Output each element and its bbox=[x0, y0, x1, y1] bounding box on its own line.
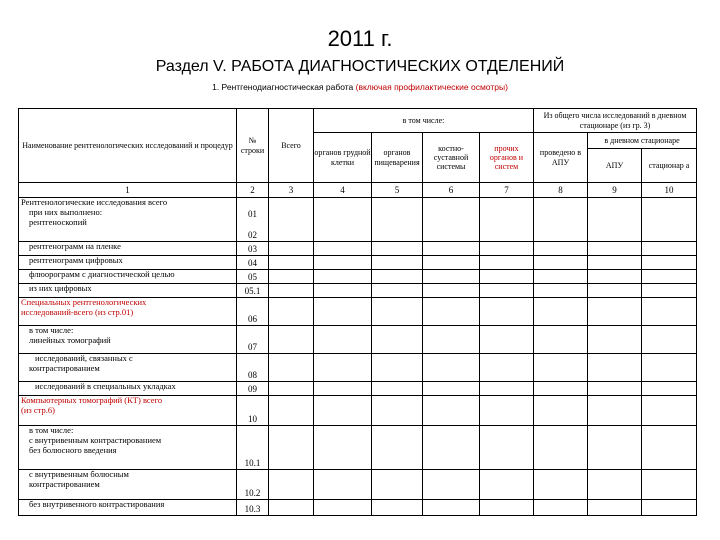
row-code bbox=[237, 198, 269, 242]
data-cell[interactable] bbox=[642, 298, 697, 326]
data-cell[interactable] bbox=[423, 500, 480, 516]
row-code-value: 10.2 bbox=[244, 487, 261, 498]
row-name bbox=[19, 256, 237, 270]
column-number: 8 bbox=[534, 183, 588, 198]
row-code bbox=[237, 242, 269, 256]
data-cell[interactable] bbox=[314, 500, 372, 516]
data-cell[interactable] bbox=[423, 396, 480, 426]
row-code bbox=[237, 326, 269, 354]
data-cell[interactable] bbox=[372, 256, 423, 270]
data-cell[interactable] bbox=[642, 242, 697, 256]
data-cell[interactable] bbox=[534, 426, 588, 470]
data-cell[interactable] bbox=[588, 354, 642, 382]
header-total: Всего bbox=[269, 109, 314, 183]
row-name bbox=[19, 354, 237, 382]
data-cell[interactable] bbox=[588, 396, 642, 426]
table-row bbox=[19, 284, 697, 298]
row-code bbox=[237, 470, 269, 500]
data-cell[interactable] bbox=[423, 326, 480, 354]
data-cell[interactable] bbox=[588, 470, 642, 500]
header-day-hospital-group: Из общего числа исследований в дневном стационаре (из гр. 3) bbox=[534, 109, 697, 133]
row-code bbox=[237, 382, 269, 396]
row-code bbox=[237, 426, 269, 470]
data-cell[interactable] bbox=[269, 382, 314, 396]
data-cell[interactable] bbox=[372, 470, 423, 500]
data-cell[interactable] bbox=[423, 198, 480, 242]
data-cell[interactable] bbox=[480, 284, 534, 298]
row-code bbox=[237, 284, 269, 298]
data-cell[interactable] bbox=[314, 284, 372, 298]
data-cell[interactable] bbox=[269, 396, 314, 426]
data-cell[interactable] bbox=[314, 198, 372, 242]
data-cell[interactable] bbox=[423, 256, 480, 270]
data-cell[interactable] bbox=[642, 256, 697, 270]
row-code-value: 10 bbox=[248, 413, 257, 424]
row-name-line: Специальных рентгенологических bbox=[21, 297, 147, 307]
row-name bbox=[19, 326, 237, 354]
subtitle-note: (включая профилактические осмотры) bbox=[355, 82, 508, 92]
subtitle-main: 1. Рентгенодиагностическая работа bbox=[212, 82, 356, 92]
data-cell[interactable] bbox=[269, 326, 314, 354]
data-cell[interactable] bbox=[372, 354, 423, 382]
row-code-value: 06 bbox=[248, 313, 257, 324]
column-number: 6 bbox=[423, 183, 480, 198]
row-name bbox=[19, 242, 237, 256]
row-name-line: исследований, связанных с bbox=[35, 353, 133, 363]
data-cell[interactable] bbox=[534, 284, 588, 298]
row-name-line: с внутривенным болюсным bbox=[29, 469, 129, 479]
column-number: 9 bbox=[588, 183, 642, 198]
data-cell[interactable] bbox=[314, 354, 372, 382]
table-row bbox=[19, 326, 697, 354]
data-cell[interactable] bbox=[534, 270, 588, 284]
row-name bbox=[19, 470, 237, 500]
data-cell[interactable] bbox=[588, 426, 642, 470]
header-apu: АПУ bbox=[588, 149, 642, 183]
data-cell[interactable] bbox=[642, 326, 697, 354]
column-number: 10 bbox=[642, 183, 697, 198]
section-title: Раздел V. РАБОТА ДИАГНОСТИЧЕСКИХ ОТДЕЛЕНИЙ bbox=[155, 58, 565, 75]
data-cell[interactable] bbox=[534, 256, 588, 270]
data-cell[interactable] bbox=[372, 284, 423, 298]
header-day-hospital: в дневном стационаре bbox=[588, 133, 697, 149]
row-code-value: 02 bbox=[248, 229, 257, 240]
table-row bbox=[19, 500, 697, 516]
row-code-value: 05 bbox=[248, 271, 257, 282]
row-name-line: контрастированием bbox=[29, 362, 100, 373]
data-cell[interactable] bbox=[480, 198, 534, 242]
data-cell[interactable] bbox=[480, 396, 534, 426]
row-name bbox=[19, 270, 237, 284]
table-row bbox=[19, 256, 697, 270]
data-cell[interactable] bbox=[642, 354, 697, 382]
data-cell[interactable] bbox=[480, 470, 534, 500]
data-cell[interactable] bbox=[372, 198, 423, 242]
header-digestive: органов пищеварения bbox=[372, 133, 423, 183]
header-including: в том числе: bbox=[314, 109, 534, 133]
row-code bbox=[237, 270, 269, 284]
data-cell[interactable] bbox=[588, 242, 642, 256]
row-name bbox=[19, 426, 237, 470]
data-cell[interactable] bbox=[534, 242, 588, 256]
table-row bbox=[19, 354, 697, 382]
data-cell[interactable] bbox=[423, 298, 480, 326]
column-number: 7 bbox=[480, 183, 534, 198]
data-cell[interactable] bbox=[372, 382, 423, 396]
data-cell[interactable] bbox=[269, 256, 314, 270]
row-name bbox=[19, 284, 237, 298]
row-code-value: 01 bbox=[248, 209, 257, 220]
row-name-line: контрастированием bbox=[29, 478, 100, 489]
data-cell[interactable] bbox=[372, 242, 423, 256]
table-row bbox=[19, 470, 697, 500]
data-cell[interactable] bbox=[269, 198, 314, 242]
data-cell[interactable] bbox=[480, 326, 534, 354]
data-cell[interactable] bbox=[314, 382, 372, 396]
row-name-line: без внутривенного контрастирования bbox=[29, 499, 165, 509]
data-cell[interactable] bbox=[534, 298, 588, 326]
data-cell[interactable] bbox=[269, 298, 314, 326]
data-cell[interactable] bbox=[480, 298, 534, 326]
row-name-line: флюорограмм с диагностической целью bbox=[29, 269, 175, 279]
data-cell[interactable] bbox=[642, 470, 697, 500]
data-cell[interactable] bbox=[372, 270, 423, 284]
data-cell[interactable] bbox=[269, 270, 314, 284]
table-row bbox=[19, 270, 697, 284]
row-code bbox=[237, 396, 269, 426]
row-name-line: рентгеноскопий bbox=[29, 216, 87, 227]
data-cell[interactable] bbox=[314, 242, 372, 256]
data-cell[interactable] bbox=[588, 298, 642, 326]
row-name-line: Компьютерных томографий (КТ) всего bbox=[21, 395, 163, 405]
row-code bbox=[237, 354, 269, 382]
row-name-line: в том числе: bbox=[29, 325, 74, 335]
data-cell[interactable] bbox=[588, 326, 642, 354]
header-name: Наименование рентгенологических исследований и процедур bbox=[19, 109, 237, 183]
data-cell[interactable] bbox=[423, 284, 480, 298]
subtitle bbox=[0, 82, 720, 92]
data-cell[interactable] bbox=[269, 426, 314, 470]
data-cell[interactable] bbox=[372, 298, 423, 326]
table-row bbox=[19, 298, 697, 326]
data-cell[interactable] bbox=[642, 284, 697, 298]
data-cell[interactable] bbox=[534, 470, 588, 500]
data-cell[interactable] bbox=[314, 256, 372, 270]
header-musculoskeletal: костно-суставной системы bbox=[423, 133, 480, 183]
page-year-title: 2011 г. bbox=[327, 26, 393, 51]
row-code bbox=[237, 256, 269, 270]
data-cell[interactable] bbox=[423, 426, 480, 470]
header-conducted-apu: проведено в АПУ bbox=[534, 133, 588, 183]
row-name-line: с внутривенным контрастированием bbox=[29, 434, 162, 445]
row-name-line: (из стр.6) bbox=[21, 404, 55, 415]
data-cell[interactable] bbox=[314, 396, 372, 426]
data-cell[interactable] bbox=[269, 284, 314, 298]
table-row bbox=[19, 198, 697, 242]
data-cell[interactable] bbox=[314, 470, 372, 500]
row-name bbox=[19, 382, 237, 396]
data-cell[interactable] bbox=[269, 470, 314, 500]
row-code-value: 04 bbox=[248, 257, 257, 268]
data-cell[interactable] bbox=[269, 500, 314, 516]
row-name-line: в том числе: bbox=[29, 425, 74, 435]
data-cell[interactable] bbox=[372, 500, 423, 516]
data-cell[interactable] bbox=[423, 470, 480, 500]
column-number: 5 bbox=[372, 183, 423, 198]
row-code-value: 09 bbox=[248, 383, 257, 394]
data-cell[interactable] bbox=[534, 396, 588, 426]
data-cell[interactable] bbox=[269, 242, 314, 256]
data-cell[interactable] bbox=[269, 354, 314, 382]
data-cell[interactable] bbox=[480, 500, 534, 516]
header-inpatient: стационар а bbox=[642, 149, 697, 183]
data-cell[interactable] bbox=[423, 270, 480, 284]
data-cell[interactable] bbox=[534, 500, 588, 516]
row-name bbox=[19, 198, 237, 242]
row-name-line: рентгенограмм цифровых bbox=[29, 255, 123, 265]
row-name-line: из них цифровых bbox=[29, 283, 92, 293]
data-cell[interactable] bbox=[534, 198, 588, 242]
data-cell[interactable] bbox=[642, 426, 697, 470]
data-cell[interactable] bbox=[642, 500, 697, 516]
data-cell[interactable] bbox=[480, 270, 534, 284]
data-cell[interactable] bbox=[372, 396, 423, 426]
data-cell[interactable] bbox=[588, 270, 642, 284]
data-cell[interactable] bbox=[534, 354, 588, 382]
row-code-value: 07 bbox=[248, 341, 257, 352]
data-cell[interactable] bbox=[423, 382, 480, 396]
row-name-line: при них выполнено: bbox=[29, 206, 103, 217]
row-code-value: 05.1 bbox=[244, 285, 261, 296]
radiology-form-table bbox=[18, 108, 697, 516]
data-cell[interactable] bbox=[314, 298, 372, 326]
table-row bbox=[19, 382, 697, 396]
data-cell[interactable] bbox=[372, 326, 423, 354]
data-cell[interactable] bbox=[480, 256, 534, 270]
table-row bbox=[19, 242, 697, 256]
row-name bbox=[19, 500, 237, 516]
header-other-organs: прочих органов и систем bbox=[480, 133, 534, 183]
row-code-value: 08 bbox=[248, 369, 257, 380]
row-code-value: 03 bbox=[248, 243, 257, 254]
data-cell[interactable] bbox=[423, 354, 480, 382]
row-name-line: исследований-всего (из стр.01) bbox=[21, 306, 134, 317]
row-code-value bbox=[237, 220, 268, 230]
data-cell[interactable] bbox=[588, 500, 642, 516]
row-name bbox=[19, 298, 237, 326]
data-cell[interactable] bbox=[642, 198, 697, 242]
data-cell[interactable] bbox=[588, 256, 642, 270]
table-row bbox=[19, 426, 697, 470]
row-name-line: исследований в специальных укладках bbox=[35, 381, 176, 391]
column-number: 3 bbox=[269, 183, 314, 198]
row-name-line: рентгенограмм на пленке bbox=[29, 241, 121, 251]
data-cell[interactable] bbox=[534, 382, 588, 396]
data-cell[interactable] bbox=[642, 382, 697, 396]
data-cell[interactable] bbox=[480, 382, 534, 396]
data-cell[interactable] bbox=[480, 354, 534, 382]
data-cell[interactable] bbox=[642, 270, 697, 284]
data-cell[interactable] bbox=[314, 326, 372, 354]
data-cell[interactable] bbox=[480, 426, 534, 470]
row-code-value: 10.3 bbox=[244, 503, 261, 514]
data-cell[interactable] bbox=[423, 242, 480, 256]
row-code-value: 10.1 bbox=[244, 457, 261, 468]
header-chest: органов грудной клетки bbox=[314, 133, 372, 183]
row-name-line: линейных томографий bbox=[29, 334, 111, 345]
data-cell[interactable] bbox=[314, 270, 372, 284]
data-cell[interactable] bbox=[314, 426, 372, 470]
column-number: 4 bbox=[314, 183, 372, 198]
data-cell[interactable] bbox=[480, 242, 534, 256]
data-cell[interactable] bbox=[588, 284, 642, 298]
column-number: 2 bbox=[237, 183, 269, 198]
data-cell[interactable] bbox=[372, 426, 423, 470]
data-cell[interactable] bbox=[588, 198, 642, 242]
row-name bbox=[19, 396, 237, 426]
header-row-number: № строки bbox=[237, 109, 269, 183]
column-number: 1 bbox=[19, 183, 237, 198]
data-cell[interactable] bbox=[534, 326, 588, 354]
table-row bbox=[19, 396, 697, 426]
row-code bbox=[237, 500, 269, 516]
row-name-line: без болюсного введения bbox=[29, 444, 117, 455]
data-cell[interactable] bbox=[642, 396, 697, 426]
row-name-line: Рентгенологические исследования всего bbox=[21, 197, 168, 207]
row-code bbox=[237, 298, 269, 326]
data-cell[interactable] bbox=[588, 382, 642, 396]
